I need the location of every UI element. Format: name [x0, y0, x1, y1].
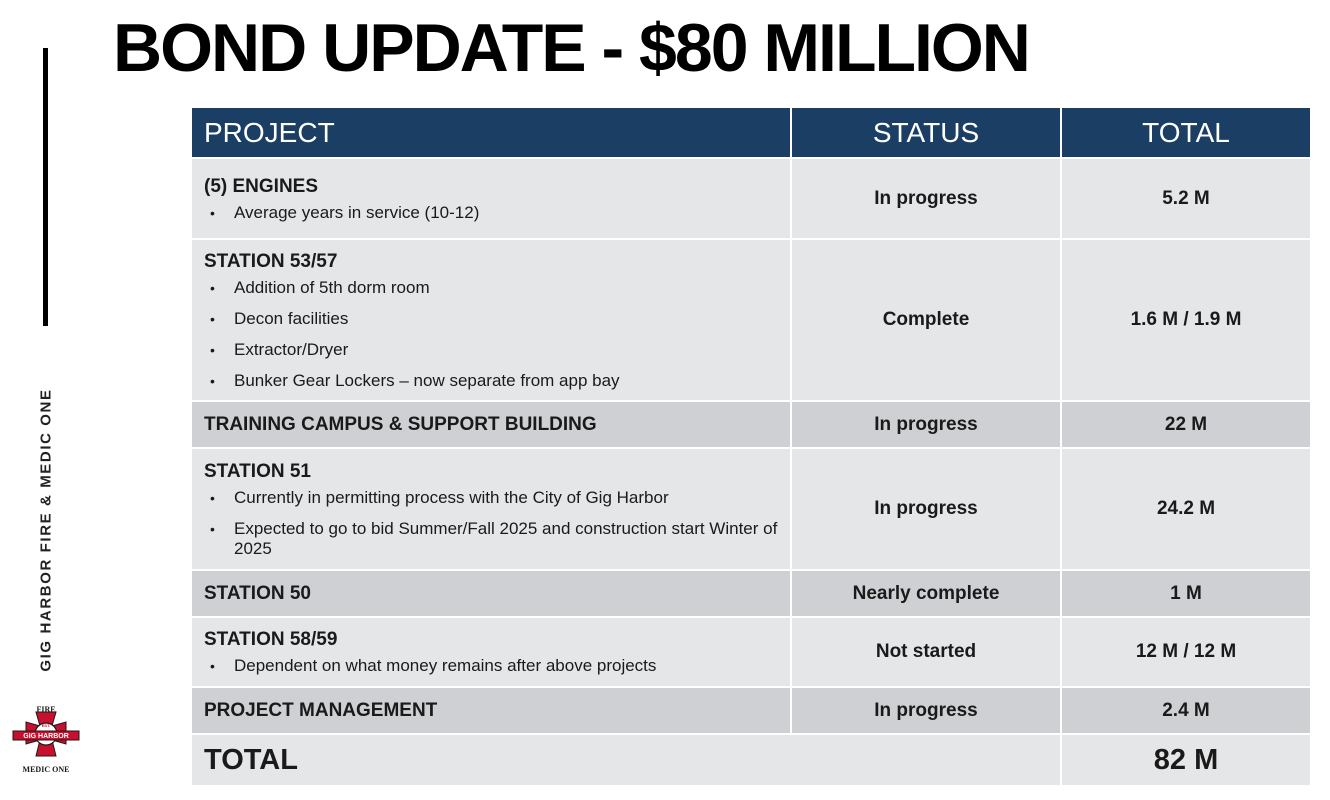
status-cell: Nearly complete [791, 570, 1061, 617]
logo-top-text: FIRE [36, 705, 56, 714]
project-name: STATION 50 [204, 582, 311, 604]
bond-projects-table [190, 106, 1312, 787]
total-cell: 1.6 M / 1.9 M [1061, 239, 1311, 401]
grand-total-value: 82 M [1061, 734, 1311, 786]
grand-total-row [191, 734, 1311, 786]
logo-year-text: 1945 [41, 744, 51, 749]
logo-bottom-text: MEDIC ONE [22, 765, 70, 774]
project-cell [191, 401, 791, 448]
project-detail-item: • Decon facilities [234, 309, 778, 329]
project-cell [191, 687, 791, 734]
table-header-row [191, 107, 1311, 158]
table-row [191, 617, 1311, 687]
project-detail-item: • Addition of 5th dorm room [234, 278, 778, 298]
project-detail-item: • Average years in service (10-12) [234, 203, 778, 223]
table-row [191, 687, 1311, 734]
project-name: STATION 53/57 [204, 250, 338, 272]
table-row [191, 401, 1311, 448]
total-column-header: TOTAL [1061, 107, 1311, 158]
side-accent-line [43, 48, 48, 326]
logo-banner-text: GIG HARBOR [23, 733, 69, 740]
project-details [204, 488, 778, 559]
total-cell: 1 M [1061, 570, 1311, 617]
project-detail-item: • Expected to go to bid Summer/Fall 2025 and construction start Winter of 2025 [234, 519, 778, 559]
total-cell: 12 M / 12 M [1061, 617, 1311, 687]
project-name: (5) ENGINES [204, 175, 319, 197]
project-details [204, 656, 778, 676]
status-cell: In progress [791, 448, 1061, 570]
slide-title: BOND UPDATE - $80 MILLION [113, 10, 1029, 86]
table-row [191, 158, 1311, 239]
status-cell: In progress [791, 401, 1061, 448]
table-row [191, 239, 1311, 401]
project-cell [191, 570, 791, 617]
status-cell: In progress [791, 687, 1061, 734]
project-cell [191, 158, 791, 239]
grand-total-label: TOTAL [191, 734, 1061, 786]
project-name: STATION 51 [204, 460, 311, 482]
logo-est-text: EST. [41, 723, 51, 728]
status-cell: Complete [791, 239, 1061, 401]
project-column-header: PROJECT [191, 107, 791, 158]
organization-name: GIG HARBOR FIRE & MEDIC ONE [37, 388, 55, 672]
project-detail-item: • Bunker Gear Lockers – now separate from app bay [234, 371, 778, 391]
project-details [204, 203, 778, 223]
project-name: STATION 58/59 [204, 629, 338, 650]
project-details [204, 278, 778, 391]
total-cell: 22 M [1061, 401, 1311, 448]
project-detail-item: • Currently in permitting process with the City of Gig Harbor [234, 488, 778, 508]
project-detail-item: • Extractor/Dryer [234, 340, 778, 360]
project-cell [191, 239, 791, 401]
total-cell: 24.2 M [1061, 448, 1311, 570]
total-cell: 2.4 M [1061, 687, 1311, 734]
gig-harbor-fire-logo [10, 704, 82, 776]
project-name: PROJECT MANAGEMENT [204, 699, 438, 721]
table-row [191, 448, 1311, 570]
project-name: TRAINING CAMPUS & SUPPORT BUILDING [204, 413, 597, 435]
project-cell [191, 448, 791, 570]
status-cell: Not started [791, 617, 1061, 687]
project-detail-item: • Dependent on what money remains after above projects [234, 656, 778, 676]
status-column-header: STATUS [791, 107, 1061, 158]
table-row [191, 570, 1311, 617]
project-cell [191, 617, 791, 687]
total-cell: 5.2 M [1061, 158, 1311, 239]
status-cell: In progress [791, 158, 1061, 239]
